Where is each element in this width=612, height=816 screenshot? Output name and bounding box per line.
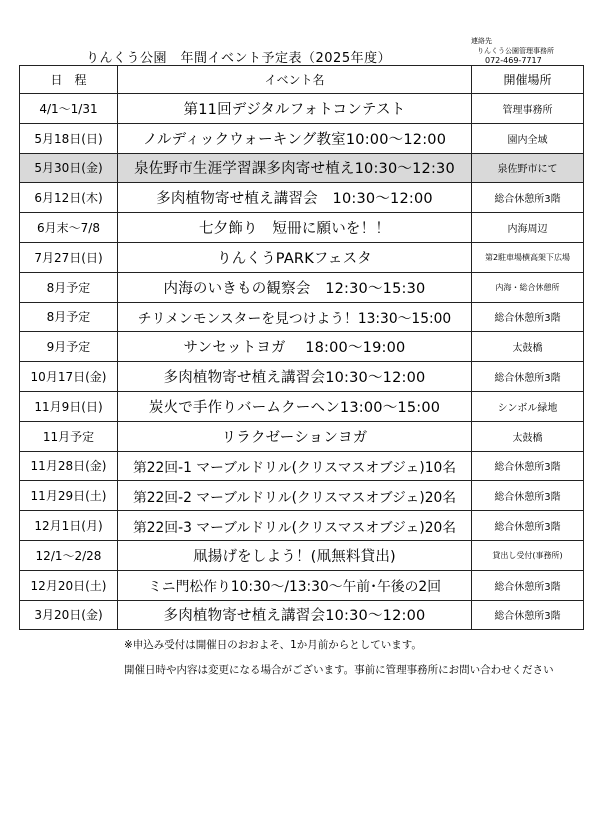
cell-venue: 総合休憩所3階 [472, 511, 584, 541]
cell-venue: 内海周辺 [472, 213, 584, 243]
cell-venue: 総合休憩所3階 [472, 570, 584, 600]
cell-event: 多肉植物寄せ植え講習会 10:30～12:00 [118, 183, 472, 213]
cell-date: 11月9日(日) [20, 391, 118, 421]
cell-venue: 泉佐野市にて [472, 153, 584, 183]
cell-event: チリメンモンスターを見つけよう！13:30～15:00 [118, 302, 472, 332]
cell-venue: 総合休憩所3階 [472, 600, 584, 630]
table-row [20, 451, 584, 481]
cell-event: 多肉植物寄せ植え講習会10:30～12:00 [118, 362, 472, 392]
cell-venue: 第2駐車場横高架下広場 [472, 242, 584, 272]
page-title: りんくう公園 年間イベント予定表（2025年度） [86, 51, 392, 66]
cell-venue: シンボル緑地 [472, 391, 584, 421]
cell-event: 第22回-1 マーブルドリル(クリスマスオブジェ)10名 [118, 451, 472, 481]
cell-venue: 総合休憩所3階 [472, 481, 584, 511]
cell-venue: 内海・総合休憩所 [472, 272, 584, 302]
table-body [20, 94, 584, 630]
cell-event: 炭火で手作りバームクーヘン13:00～15:00 [118, 391, 472, 421]
cell-event: 凧揚げをしよう！(凧無料貸出) [118, 540, 472, 570]
cell-date: 11月予定 [20, 421, 118, 451]
cell-date: 6月12日(木) [20, 183, 118, 213]
cell-event: 多肉植物寄せ植え講習会10:30～12:00 [118, 600, 472, 630]
cell-date: 5月18日(日) [20, 123, 118, 153]
cell-event: 内海のいきもの観察会 12:30～15:30 [118, 272, 472, 302]
cell-event: 七夕飾り 短冊に願いを！！ [118, 213, 472, 243]
contact-label: 連絡先 [471, 37, 492, 45]
table-row [20, 183, 584, 213]
cell-venue: 太鼓橋 [472, 421, 584, 451]
table-row [20, 272, 584, 302]
table-row [20, 242, 584, 272]
cell-event: サンセットヨガ 18:00～19:00 [118, 332, 472, 362]
cell-event: ノルディックウォーキング教室10:00～12:00 [118, 123, 472, 153]
notes [124, 633, 554, 683]
table-row [20, 540, 584, 570]
cell-event: りんくうPARKフェスタ [118, 242, 472, 272]
table-row [20, 94, 584, 124]
cell-event: 泉佐野市生涯学習課多肉寄せ植え10:30～12:30 [118, 153, 472, 183]
note-application: ※申込み受付は開催日のおおよそ、1か月前からとしています。 [124, 639, 422, 651]
cell-date: 11月28日(金) [20, 451, 118, 481]
cell-date: 12/1～2/28 [20, 540, 118, 570]
contact-info [471, 37, 554, 66]
cell-venue: 園内全域 [472, 123, 584, 153]
cell-date: 7月27日(日) [20, 242, 118, 272]
table-row [20, 570, 584, 600]
event-schedule-table [19, 65, 584, 630]
cell-venue: 総合休憩所3階 [472, 451, 584, 481]
cell-date: 12月20日(土) [20, 570, 118, 600]
cell-date: 3月20日(金) [20, 600, 118, 630]
header-event: イベント名 [118, 66, 472, 94]
cell-venue: 総合休憩所3階 [472, 302, 584, 332]
cell-date: 12月1日(月) [20, 511, 118, 541]
table-row [20, 600, 584, 630]
cell-venue: 管理事務所 [472, 94, 584, 124]
cell-date: 10月17日(金) [20, 362, 118, 392]
table-row [20, 123, 584, 153]
cell-venue: 総合休憩所3階 [472, 362, 584, 392]
table-row [20, 332, 584, 362]
cell-date: 5月30日(金) [20, 153, 118, 183]
contact-phone: 072-469-7717 [485, 56, 542, 65]
table-row [20, 153, 584, 183]
cell-date: 9月予定 [20, 332, 118, 362]
table-row [20, 421, 584, 451]
table-row [20, 213, 584, 243]
contact-org: りんくう公園管理事務所 [477, 46, 554, 55]
cell-event: リラクゼーションヨガ [118, 421, 472, 451]
cell-event: ミニ門松作り10:30～/13:30～午前･午後の2回 [118, 570, 472, 600]
table-header-row [20, 66, 584, 94]
cell-date: 11月29日(土) [20, 481, 118, 511]
table-row [20, 481, 584, 511]
cell-venue: 総合休憩所3階 [472, 183, 584, 213]
table-row [20, 362, 584, 392]
cell-date: 8月予定 [20, 272, 118, 302]
header-venue: 開催場所 [472, 66, 584, 94]
cell-event: 第22回-3 マーブルドリル(クリスマスオブジェ)20名 [118, 511, 472, 541]
table-row [20, 302, 584, 332]
cell-date: 8月予定 [20, 302, 118, 332]
table-row [20, 391, 584, 421]
cell-date: 4/1～1/31 [20, 94, 118, 124]
header-date: 日 程 [20, 66, 118, 94]
cell-venue: 太鼓橋 [472, 332, 584, 362]
note-change: 開催日時や内容は変更になる場合がございます。事前に管理事務所にお問い合わせください [124, 664, 554, 676]
cell-venue: 貸出し受付(事務所) [472, 540, 584, 570]
cell-event: 第11回デジタルフォトコンテスト [118, 94, 472, 124]
cell-date: 6月末～7/8 [20, 213, 118, 243]
table-row [20, 511, 584, 541]
cell-event: 第22回-2 マーブルドリル(クリスマスオブジェ)20名 [118, 481, 472, 511]
